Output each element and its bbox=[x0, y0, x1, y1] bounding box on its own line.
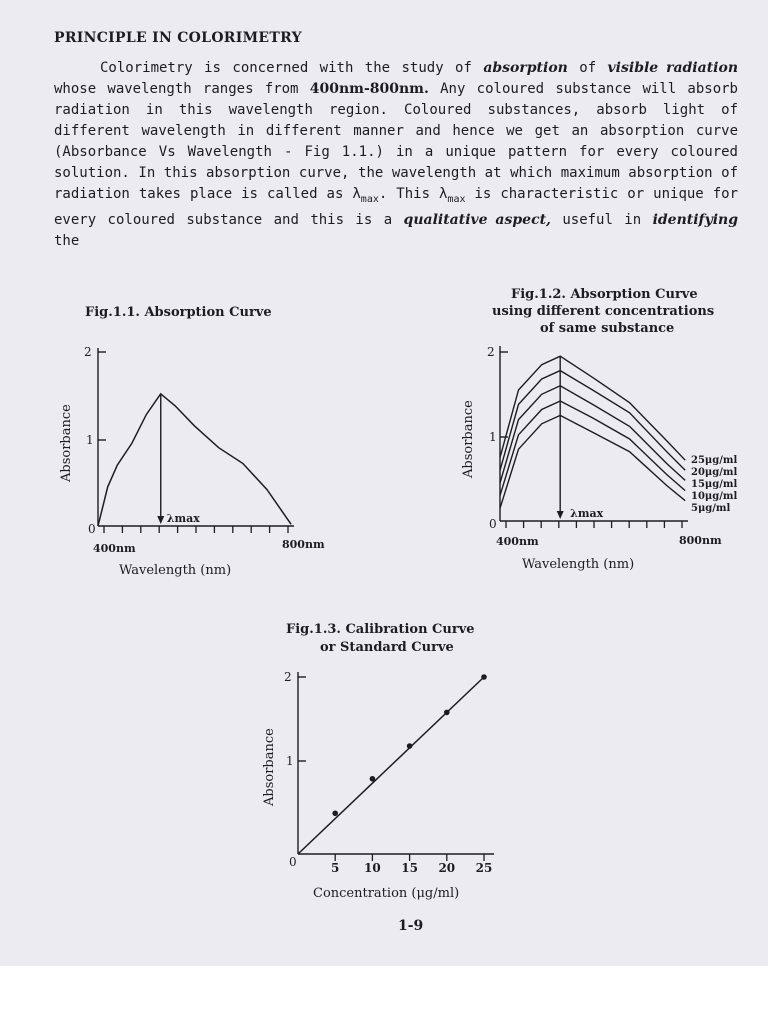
fig3-y-tick-label: 0 bbox=[289, 855, 297, 869]
fig2-y-tick-label: 2 bbox=[487, 345, 495, 359]
fig3-calibration-line bbox=[298, 677, 484, 854]
fig2-series-label: 25μg/ml bbox=[691, 455, 738, 466]
fig2-caption-line: Fig.1.2. Absorption Curve bbox=[511, 287, 698, 302]
fig2-x-end-label: 800nm bbox=[679, 534, 722, 547]
fig1-y-tick-label: 1 bbox=[86, 433, 94, 447]
fig1-y-tick-label: 2 bbox=[84, 345, 92, 359]
fig2-series-line bbox=[500, 415, 685, 508]
fig2-y-axis-title: Absorbance bbox=[461, 400, 476, 478]
fig3-x-tick-label: 10 bbox=[364, 861, 381, 875]
fig2-concentration-curves bbox=[500, 356, 685, 508]
fig3-x-axis-title: Concentration (μg/ml) bbox=[313, 886, 460, 901]
fig1-arrowhead bbox=[157, 516, 164, 524]
fig3-data-point bbox=[444, 710, 450, 716]
fig3-y-tick-label: 2 bbox=[284, 670, 292, 684]
fig2-series-label: 15μg/ml bbox=[691, 479, 738, 490]
fig2-caption-line: using different concentrations bbox=[492, 304, 715, 319]
fig2-series-label: 5μg/ml bbox=[691, 503, 731, 514]
fig2-x-ticks bbox=[506, 521, 682, 528]
fig3-caption-line: or Standard Curve bbox=[320, 640, 454, 655]
fig3-x-tick-label: 15 bbox=[401, 861, 418, 875]
fig1-lambda-max-label: λmax bbox=[166, 512, 200, 525]
fig3-y-tick-label: 1 bbox=[286, 754, 294, 768]
fig2-y-tick-label: 0 bbox=[489, 517, 497, 531]
fig3-x-ticks bbox=[335, 854, 484, 861]
fig1-caption: Fig.1.1. Absorption Curve bbox=[85, 305, 272, 320]
fig2-series-line bbox=[500, 356, 685, 460]
fig3-data-point bbox=[332, 810, 338, 816]
fig1-x-ticks bbox=[104, 526, 288, 533]
fig1-y-tick-label: 0 bbox=[88, 522, 96, 536]
section-heading: PRINCIPLE IN COLORIMETRY bbox=[54, 30, 302, 46]
fig2-arrowhead bbox=[557, 511, 564, 519]
fig1-x-start-label: 400nm bbox=[93, 542, 136, 555]
fig2-concentration-labels bbox=[691, 455, 737, 514]
fig3-x-tick-labels bbox=[331, 861, 492, 875]
fig3-x-tick-label: 25 bbox=[475, 861, 493, 875]
fig1-x-end-label: 800nm bbox=[282, 538, 325, 551]
fig3-x-tick-label: 5 bbox=[331, 861, 340, 875]
fig3-data-point bbox=[481, 674, 487, 680]
fig3-y-axis-title: Absorbance bbox=[262, 728, 277, 806]
fig3-x-tick-label: 20 bbox=[438, 861, 456, 875]
page-number: 1-9 bbox=[398, 918, 424, 934]
fig3-data-point bbox=[407, 743, 413, 749]
fig2-x-axis-title: Wavelength (nm) bbox=[522, 557, 635, 572]
fig2-series-label: 20μg/ml bbox=[691, 467, 738, 478]
intro-paragraph: Colorimetry is concerned with the study of absorption of visible radiation whose wavelength ranges from 400nm-800nm. Any coloured substance will absorb radiation in this wavelength region. Coloured substances, absorb light of different wavelength in different manner and hence we get an absorption curve (Absorbance Vs Wavelength - Fig 1.1.) in a unique pattern for every coloured solution. In this absorption curve, the wavelength at which maximum absorption of radiation takes place is called as $\lambda_{max}$. This $\lambda_{max}$ is characteristic or unique for every coloured substance and this is a qualitative aspect, useful in identifying the bbox=[54, 60, 739, 249]
fig3-caption-line: Fig.1.3. Calibration Curve bbox=[286, 622, 475, 637]
fig2-series-line bbox=[500, 371, 685, 471]
fig2-y-tick-label: 1 bbox=[489, 430, 497, 444]
fig2-series-line bbox=[500, 386, 685, 483]
fig1-absorption-curve-line bbox=[98, 394, 291, 526]
fig2-series-label: 10μg/ml bbox=[691, 491, 738, 502]
fig3-data-point bbox=[370, 776, 376, 782]
fig2-series-line bbox=[500, 401, 685, 496]
fig1-x-axis-title: Wavelength (nm) bbox=[119, 563, 232, 578]
fig2-lambda-max-label: λmax bbox=[570, 507, 604, 520]
fig2-x-start-label: 400nm bbox=[496, 535, 539, 548]
fig1-y-axis-title: Absorbance bbox=[59, 404, 74, 482]
fig2-caption-line: of same substance bbox=[540, 321, 675, 336]
